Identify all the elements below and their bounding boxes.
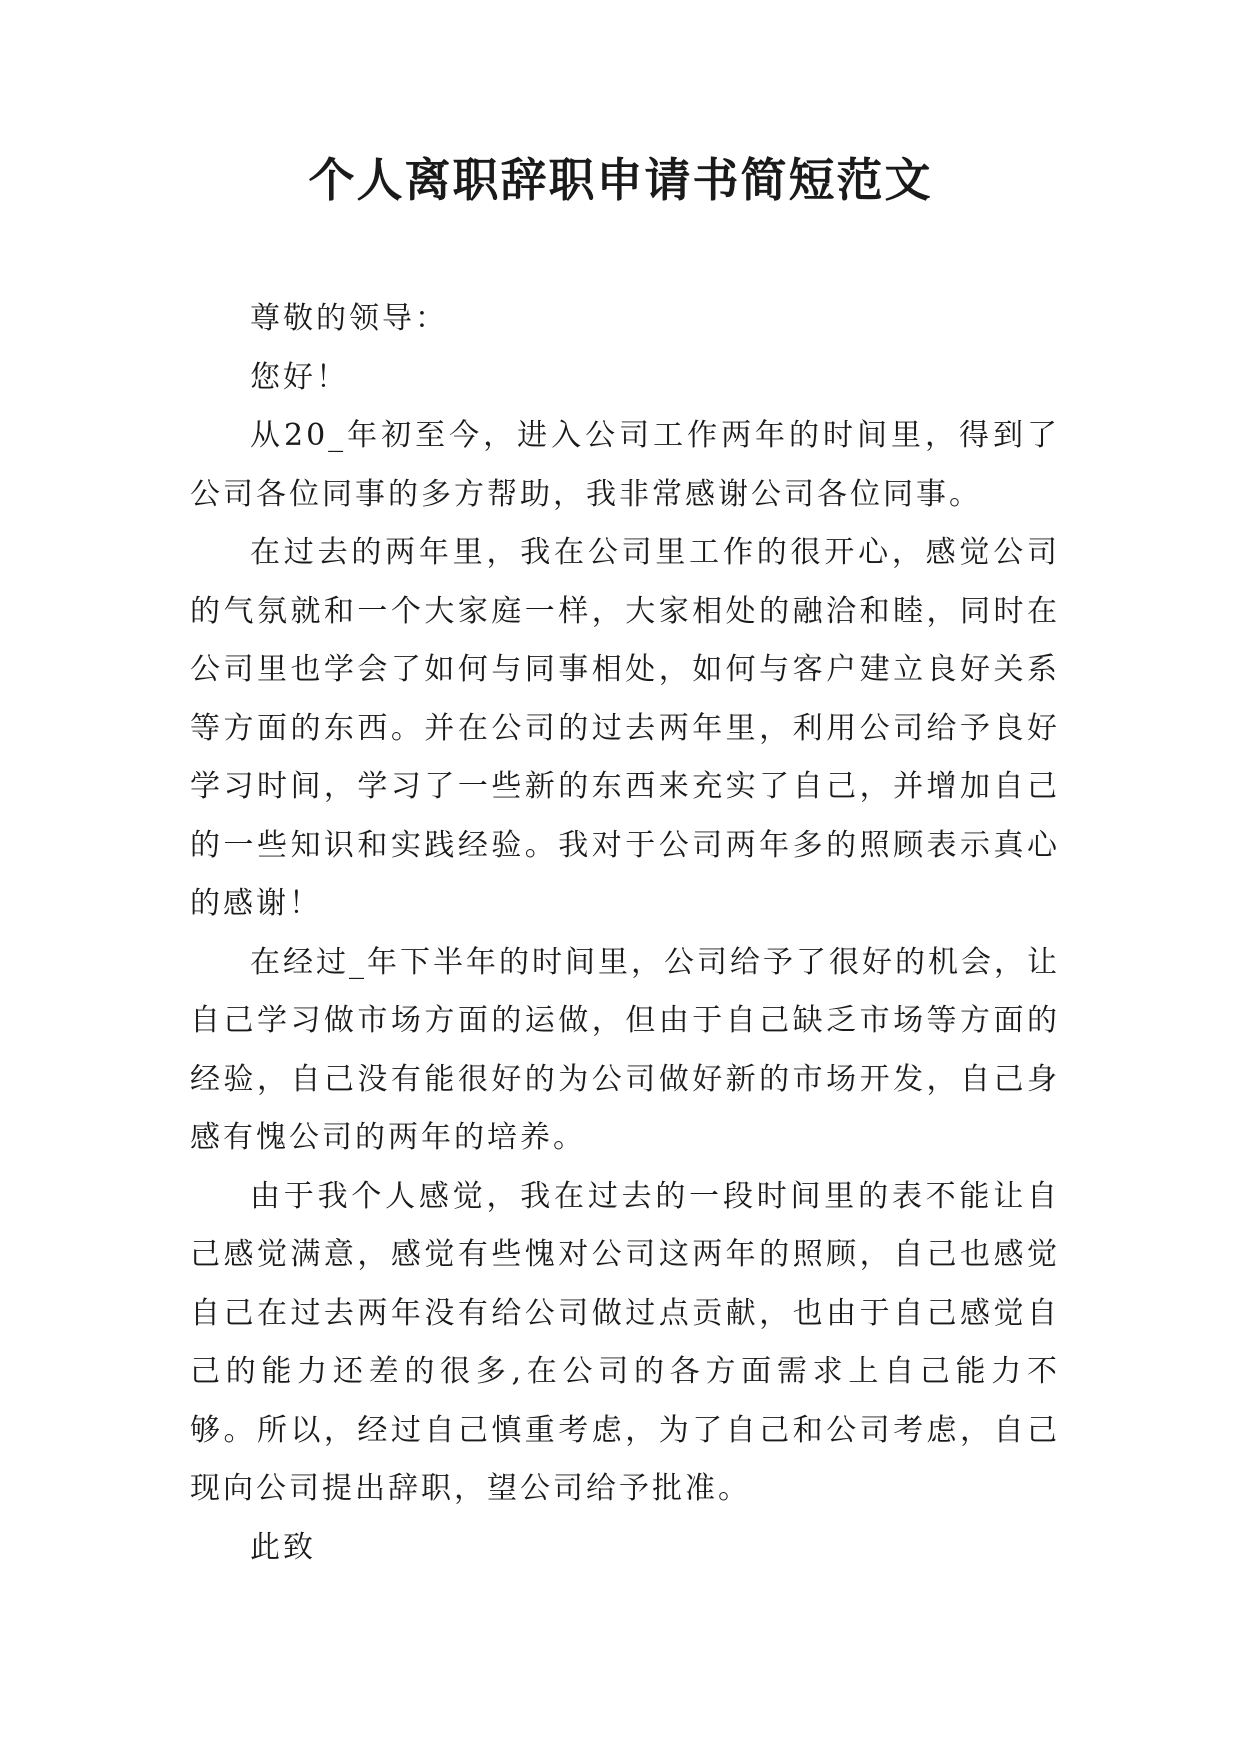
greeting: 您好！: [250, 359, 349, 395]
closing: 此致: [250, 1529, 316, 1565]
document-title: 个人离职辞职申请书简短范文: [308, 153, 933, 207]
salutation: 尊敬的领导：: [250, 301, 448, 336]
body-paragraph-1: 从20_年初至今，进入公司工作两年的时间里，得到了公司各位同事的多方帮助，我非常感谢公司各位同事。: [190, 418, 1060, 512]
document-body: [190, 290, 1060, 1577]
body-paragraph-4: 由于我个人感觉，我在过去的一段时间里的表不能让自己感觉满意，感觉有些愧对公司这两年的照顾，自己也感觉自己在过去两年没有给公司做过点贡献，也由于自己感觉自己的能力还差的很多,在公司的各方面需求上自己能力不够。所以，经过自己慎重考虑，为了自己和公司考虑，自己现向公司提出辞职，望公司给予批准。: [190, 1178, 1060, 1506]
body-paragraph-2: 在过去的两年里，我在公司里工作的很开心，感觉公司的气氛就和一个大家庭一样，大家相处的融洽和睦，同时在公司里也学会了如何与同事相处，如何与客户建立良好关系等方面的东西。并在公司的过去两年里，利用公司给予良好学习时间，学习了一些新的东西来充实了自己，并增加自己的一些知识和实践经验。我对于公司两年多的照顾表示真心的感谢！: [190, 535, 1060, 921]
body-paragraph-3: 在经过_年下半年的时间里，公司给予了很好的机会，让自己学习做市场方面的运做，但由于自己缺乏市场等方面的经验，自己没有能很好的为公司做好新的市场开发，自己身感有愧公司的两年的培养。: [190, 944, 1060, 1155]
